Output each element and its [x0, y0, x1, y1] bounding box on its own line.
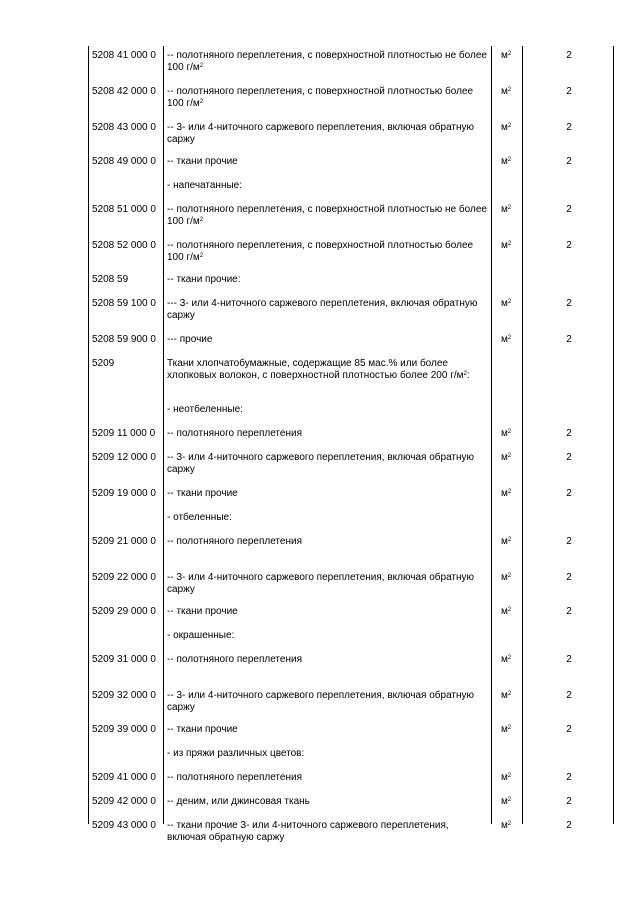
- description-text: -- деним, или джинсовая ткань: [167, 796, 310, 807]
- duty-rate: 2: [566, 122, 572, 133]
- tariff-code: 5208 51 000 0: [92, 204, 156, 215]
- description-superscript: 2: [463, 371, 467, 377]
- goods-description: [167, 358, 487, 382]
- unit-of-measure: [501, 50, 511, 62]
- description-text: -- полотняного переплетения, с поверхностной плотностью более 100 г/м: [167, 240, 474, 263]
- goods-description: [167, 796, 487, 808]
- goods-description: [167, 536, 487, 548]
- tariff-code: 5209 39 000 0: [92, 724, 156, 735]
- goods-description: [167, 606, 487, 618]
- unit-superscript: 2: [507, 797, 512, 803]
- goods-description: [167, 654, 487, 666]
- description-text: -- ткани прочие:: [167, 274, 241, 285]
- description-tail: :: [466, 370, 470, 381]
- unit-text: м: [501, 654, 508, 665]
- tariff-code: 5209 41 000 0: [92, 772, 156, 783]
- duty-rate: 2: [566, 428, 572, 439]
- description-text: -- полотняного переплетения, с поверхностной плотностью более 100 г/м: [167, 86, 474, 109]
- column-divider: [522, 46, 523, 824]
- unit-text: м: [501, 156, 508, 167]
- column-divider: [163, 46, 164, 824]
- unit-superscript: 2: [507, 821, 512, 827]
- description-text: -- ткани прочие: [167, 724, 238, 735]
- unit-of-measure: [501, 428, 511, 440]
- description-superscript: 2: [199, 253, 204, 259]
- unit-text: м: [501, 50, 508, 61]
- unit-text: м: [501, 452, 508, 463]
- description-text: -- ткани прочие 3- или 4-ниточного саржевого переплетения, включая обратную саржу: [167, 820, 449, 843]
- goods-description: [167, 724, 487, 736]
- goods-description: [167, 452, 487, 476]
- duty-rate: 2: [566, 654, 572, 665]
- tariff-code: 5208 52 000 0: [92, 240, 156, 251]
- description-text: -- ткани прочие: [167, 488, 238, 499]
- unit-text: м: [501, 428, 508, 439]
- duty-rate: 2: [566, 772, 572, 783]
- description-text: - окрашенные:: [167, 630, 235, 641]
- goods-description: [167, 404, 487, 416]
- unit-superscript: 2: [507, 429, 512, 435]
- unit-of-measure: [501, 86, 511, 98]
- description-text: -- полотняного переплетения: [167, 654, 302, 665]
- unit-superscript: 2: [507, 157, 512, 163]
- tariff-code: 5209 32 000 0: [92, 690, 156, 701]
- duty-rate: 2: [566, 606, 572, 617]
- unit-superscript: 2: [507, 773, 512, 779]
- goods-description: [167, 820, 487, 844]
- tariff-code: 5209 22 000 0: [92, 572, 156, 583]
- description-superscript: 2: [199, 99, 204, 105]
- goods-description: [167, 428, 487, 440]
- duty-rate: 2: [566, 536, 572, 547]
- tariff-code: 5209 42 000 0: [92, 796, 156, 807]
- duty-rate: 2: [566, 204, 572, 215]
- description-superscript: 2: [199, 63, 204, 69]
- unit-text: м: [501, 724, 508, 735]
- description-text: Ткани хлопчатобумажные, содержащие 85 мас.% или более хлопковых волокон, с поверхностной плотностью более 200 г/м: [167, 358, 464, 381]
- unit-text: м: [501, 298, 508, 309]
- unit-of-measure: [501, 654, 511, 666]
- column-divider: [491, 46, 492, 824]
- unit-of-measure: [501, 334, 511, 346]
- unit-of-measure: [501, 690, 511, 702]
- unit-of-measure: [501, 204, 511, 216]
- description-text: -- полотняного переплетения: [167, 772, 302, 783]
- duty-rate: 2: [566, 488, 572, 499]
- unit-superscript: 2: [507, 87, 512, 93]
- tariff-code: 5208 42 000 0: [92, 86, 156, 97]
- goods-description: [167, 156, 487, 168]
- tariff-code: 5209 31 000 0: [92, 654, 156, 665]
- duty-rate: 2: [566, 334, 572, 345]
- unit-text: м: [501, 772, 508, 783]
- unit-of-measure: [501, 156, 511, 168]
- goods-description: [167, 512, 487, 524]
- description-text: -- ткани прочие: [167, 156, 238, 167]
- duty-rate: 2: [566, 240, 572, 251]
- tariff-code: 5209 29 000 0: [92, 606, 156, 617]
- unit-superscript: 2: [507, 241, 512, 247]
- tariff-code: 5209 21 000 0: [92, 536, 156, 547]
- description-text: -- полотняного переплетения: [167, 428, 302, 439]
- duty-rate: 2: [566, 796, 572, 807]
- description-text: --- прочие: [167, 334, 213, 345]
- unit-superscript: 2: [507, 573, 512, 579]
- unit-superscript: 2: [507, 51, 512, 57]
- description-superscript: 2: [199, 217, 204, 223]
- duty-rate: 2: [566, 572, 572, 583]
- tariff-code: 5209 19 000 0: [92, 488, 156, 499]
- goods-description: [167, 298, 487, 322]
- goods-description: [167, 488, 487, 500]
- unit-text: м: [501, 796, 508, 807]
- tariff-code: 5208 49 000 0: [92, 156, 156, 167]
- unit-text: м: [501, 334, 508, 345]
- duty-rate: 2: [566, 156, 572, 167]
- unit-superscript: 2: [507, 489, 512, 495]
- goods-description: [167, 122, 487, 146]
- duty-rate: 2: [566, 690, 572, 701]
- unit-of-measure: [501, 240, 511, 252]
- unit-of-measure: [501, 606, 511, 618]
- unit-superscript: 2: [507, 205, 512, 211]
- unit-of-measure: [501, 820, 511, 832]
- duty-rate: 2: [566, 86, 572, 97]
- unit-superscript: 2: [507, 335, 512, 341]
- unit-of-measure: [501, 536, 511, 548]
- tariff-code: 5208 41 000 0: [92, 50, 156, 61]
- goods-description: [167, 748, 487, 760]
- duty-rate: 2: [566, 820, 572, 831]
- tariff-code: 5209 11 000 0: [92, 428, 156, 439]
- unit-superscript: 2: [507, 537, 512, 543]
- goods-description: [167, 86, 487, 110]
- unit-superscript: 2: [507, 691, 512, 697]
- goods-description: [167, 572, 487, 596]
- tariff-code: 5208 59: [92, 274, 129, 285]
- tariff-code: 5208 59 100 0: [92, 298, 156, 309]
- goods-description: [167, 630, 487, 642]
- unit-superscript: 2: [507, 123, 512, 129]
- goods-description: [167, 274, 487, 286]
- goods-description: [167, 690, 487, 714]
- tariff-table: [88, 46, 614, 843]
- column-divider: [613, 46, 614, 824]
- unit-text: м: [501, 690, 508, 701]
- tariff-code: 5209 43 000 0: [92, 820, 156, 831]
- description-text: -- 3- или 4-ниточного саржевого переплетения, включая обратную саржу: [167, 452, 475, 475]
- unit-of-measure: [501, 488, 511, 500]
- description-text: --- 3- или 4-ниточного саржевого переплетения, включая обратную саржу: [167, 298, 478, 321]
- description-text: -- полотняного переплетения: [167, 536, 302, 547]
- description-text: -- 3- или 4-ниточного саржевого переплетения, включая обратную саржу: [167, 690, 475, 713]
- unit-text: м: [501, 536, 508, 547]
- unit-superscript: 2: [507, 607, 512, 613]
- tariff-code: 5208 43 000 0: [92, 122, 156, 133]
- duty-rate: 2: [566, 724, 572, 735]
- goods-description: [167, 50, 487, 74]
- description-text: -- полотняного переплетения, с поверхностной плотностью не более 100 г/м: [167, 204, 487, 227]
- goods-description: [167, 334, 487, 346]
- description-text: - из пряжи различных цветов:: [167, 748, 305, 759]
- unit-text: м: [501, 122, 508, 133]
- duty-rate: 2: [566, 452, 572, 463]
- unit-text: м: [501, 204, 508, 215]
- goods-description: [167, 772, 487, 784]
- description-text: -- полотняного переплетения, с поверхностной плотностью не более 100 г/м: [167, 50, 487, 73]
- unit-of-measure: [501, 772, 511, 784]
- description-text: -- 3- или 4-ниточного саржевого переплетения, включая обратную саржу: [167, 122, 475, 145]
- unit-text: м: [501, 572, 508, 583]
- unit-text: м: [501, 86, 508, 97]
- unit-of-measure: [501, 572, 511, 584]
- tariff-code: 5208 59 900 0: [92, 334, 156, 345]
- description-text: -- ткани прочие: [167, 606, 238, 617]
- unit-text: м: [501, 606, 508, 617]
- unit-superscript: 2: [507, 655, 512, 661]
- description-text: -- 3- или 4-ниточного саржевого переплетения, включая обратную саржу: [167, 572, 475, 595]
- description-text: - напечатанные:: [167, 180, 242, 191]
- goods-description: [167, 204, 487, 228]
- duty-rate: 2: [566, 298, 572, 309]
- unit-of-measure: [501, 298, 511, 310]
- tariff-code: 5209: [92, 358, 115, 369]
- description-text: - неотбеленные:: [167, 404, 243, 415]
- unit-text: м: [501, 240, 508, 251]
- tariff-code: 5209 12 000 0: [92, 452, 156, 463]
- goods-description: [167, 180, 487, 192]
- unit-of-measure: [501, 796, 511, 808]
- unit-superscript: 2: [507, 725, 512, 731]
- description-text: - отбеленные:: [167, 512, 232, 523]
- unit-text: м: [501, 488, 508, 499]
- unit-of-measure: [501, 452, 511, 464]
- column-divider: [88, 46, 89, 824]
- unit-of-measure: [501, 724, 511, 736]
- unit-of-measure: [501, 122, 511, 134]
- goods-description: [167, 240, 487, 264]
- duty-rate: 2: [566, 50, 572, 61]
- unit-text: м: [501, 820, 508, 831]
- unit-superscript: 2: [507, 453, 512, 459]
- unit-superscript: 2: [507, 299, 512, 305]
